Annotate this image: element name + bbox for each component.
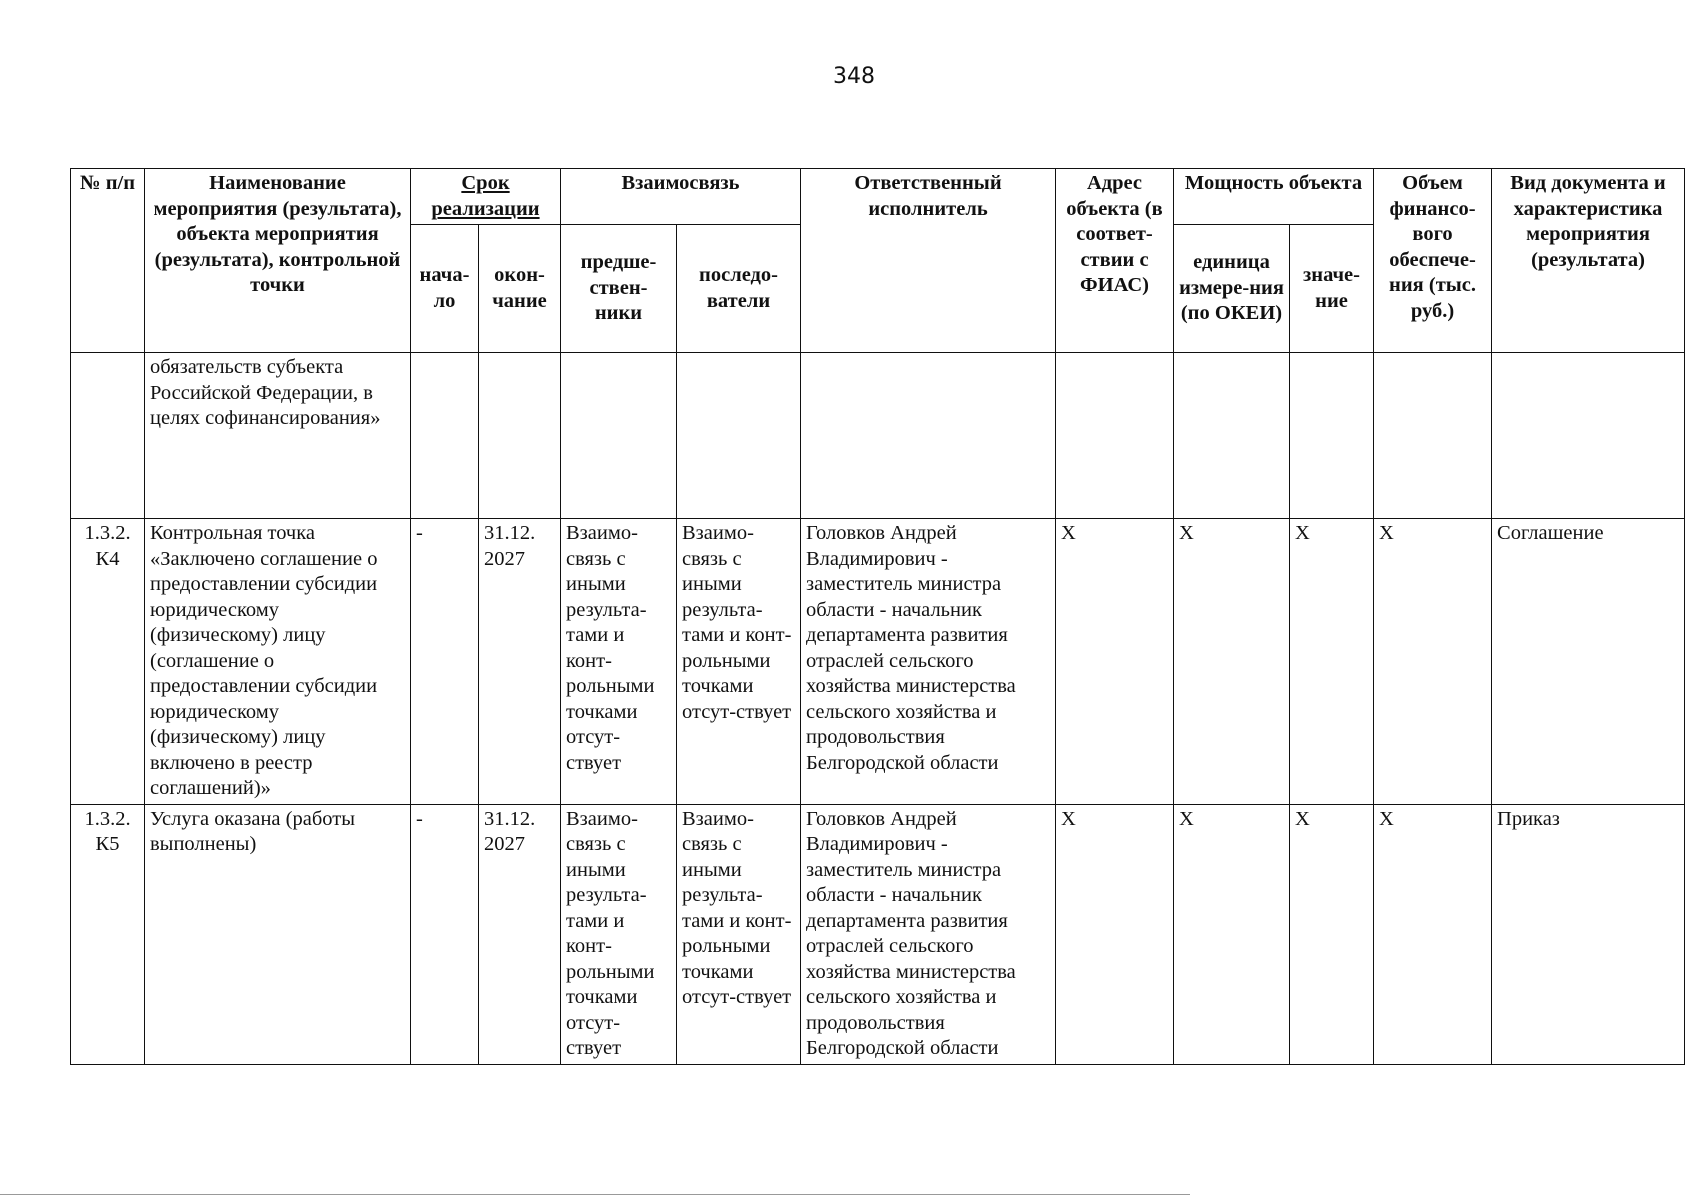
header-capacity: Мощность объекта (1174, 169, 1374, 225)
table-row (71, 804, 1685, 1064)
cell-successors (677, 353, 801, 519)
cell-predecessors (561, 353, 677, 519)
cell-funding: Х (1374, 804, 1492, 1064)
cell-num (71, 353, 145, 519)
cell-start: - (411, 804, 479, 1064)
cell-name: Контрольная точка «Заключено соглашение о предоставлении субсидии юридическому (физическому) лицу (соглашение о предоставлении субсидии юридическому (физическому) лицу включено в реестр соглашений)» (145, 519, 411, 805)
cell-doc-type (1492, 353, 1685, 519)
cell-predecessors: Взаимо-связь с иными результа-тами и конт-рольными точками отсут-ствует (561, 804, 677, 1064)
header-responsible: Ответственный исполнитель (801, 169, 1056, 353)
cell-value: Х (1290, 519, 1374, 805)
header-relation: Взаимосвязь (561, 169, 801, 225)
cell-name: Услуга оказана (работы выполнены) (145, 804, 411, 1064)
cell-address (1056, 353, 1174, 519)
cell-responsible: Головков Андрей Владимирович - заместитель министра области - начальник департамента развития отраслей сельского хозяйства министерства сельского хозяйства и продовольствия Белгородской области (801, 519, 1056, 805)
cell-value: Х (1290, 804, 1374, 1064)
scan-bottom-rule (0, 1194, 1190, 1195)
header-value: значе-ние (1290, 225, 1374, 353)
cell-end: 31.12. 2027 (479, 519, 561, 805)
cell-doc-type: Приказ (1492, 804, 1685, 1064)
cell-value (1290, 353, 1374, 519)
header-row-1 (71, 169, 1685, 225)
cell-unit: Х (1174, 519, 1290, 805)
cell-responsible: Головков Андрей Владимирович - заместитель министра области - начальник департамента развития отраслей сельского хозяйства министерства сельского хозяйства и продовольствия Белгородской области (801, 804, 1056, 1064)
header-period: Срок реализации (411, 169, 561, 225)
continuation-row (71, 353, 1685, 519)
cell-address: Х (1056, 804, 1174, 1064)
cell-responsible (801, 353, 1056, 519)
header-funding: Объем финансо-вого обеспече-ния (тыс. руб.) (1374, 169, 1492, 353)
cell-unit (1174, 353, 1290, 519)
cell-start (411, 353, 479, 519)
cell-end (479, 353, 561, 519)
header-period-end: окон-чание (479, 225, 561, 353)
header-doc-type: Вид документа и характеристика мероприятия (результата) (1492, 169, 1685, 353)
cell-successors: Взаимо-связь с иными результа-тами и конт-рольными точками отсут-ствует (677, 519, 801, 805)
cell-predecessors: Взаимо-связь с иными результа-тами и конт-рольными точками отсут-ствует (561, 519, 677, 805)
header-num: № п/п (71, 169, 145, 353)
cell-end: 31.12. 2027 (479, 804, 561, 1064)
header-period-start: нача-ло (411, 225, 479, 353)
header-name: Наименование мероприятия (результата), объекта мероприятия (результата), контрольной точки (145, 169, 411, 353)
header-successors: последо-ватели (677, 225, 801, 353)
header-unit: единица измере-ния (по ОКЕИ) (1174, 225, 1290, 353)
table-row (71, 519, 1685, 805)
cell-name: обязательств субъекта Российской Федерации, в целях софинансирования» (145, 353, 411, 519)
measures-table (70, 168, 1685, 1065)
cell-num: 1.3.2. К5 (71, 804, 145, 1064)
header-predecessors: предше-ствен-ники (561, 225, 677, 353)
cell-funding (1374, 353, 1492, 519)
cell-funding: Х (1374, 519, 1492, 805)
cell-doc-type: Соглашение (1492, 519, 1685, 805)
header-address: Адрес объекта (в соответ-ствии с ФИАС) (1056, 169, 1174, 353)
cell-address: Х (1056, 519, 1174, 805)
cell-unit: Х (1174, 804, 1290, 1064)
cell-num: 1.3.2. К4 (71, 519, 145, 805)
cell-successors: Взаимо-связь с иными результа-тами и конт-рольными точками отсут-ствует (677, 804, 801, 1064)
page-number: 348 (833, 64, 875, 89)
cell-start: - (411, 519, 479, 805)
